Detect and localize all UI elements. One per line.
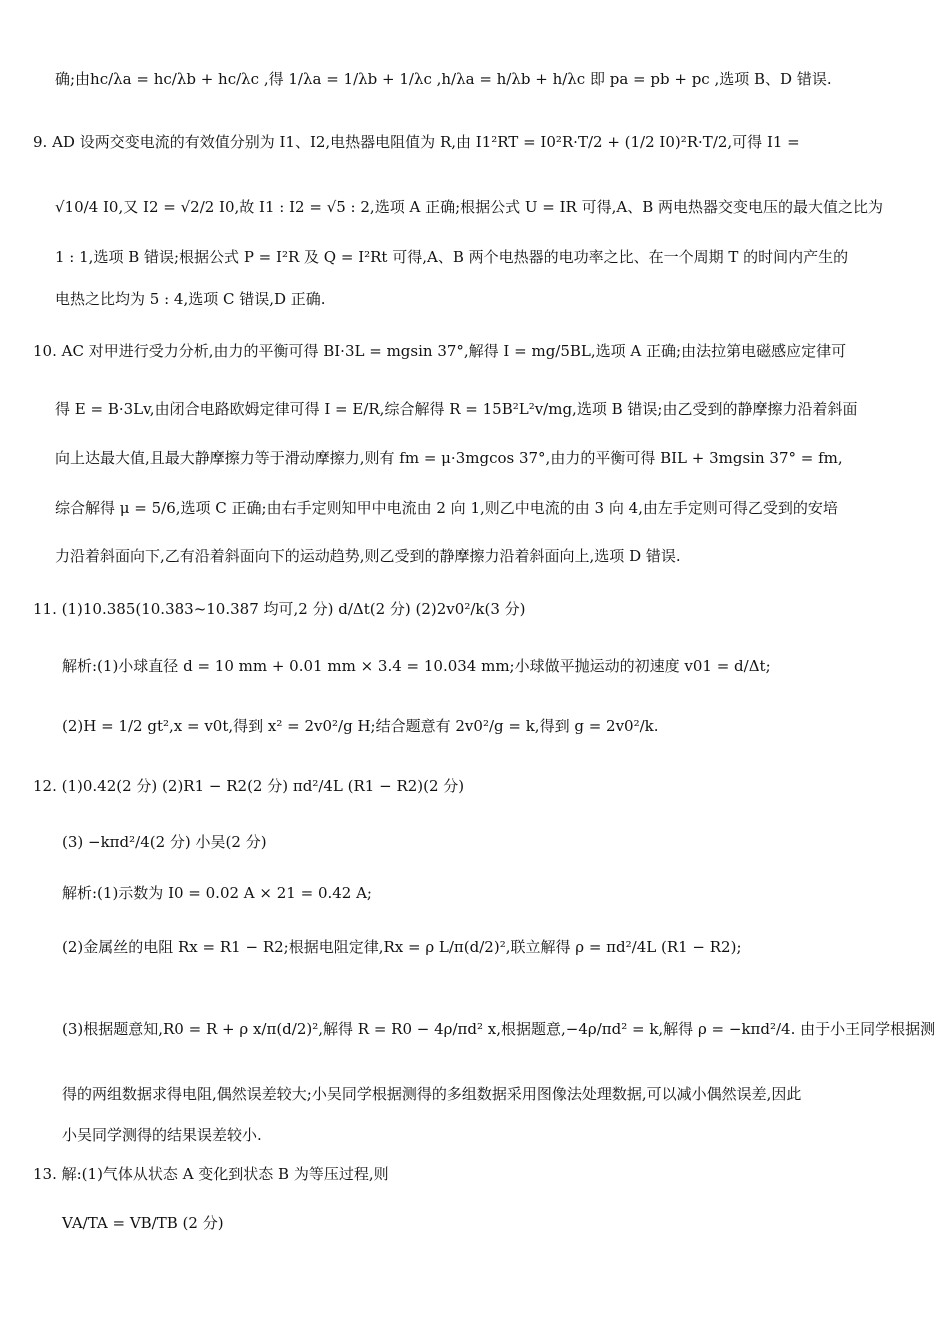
text-line-10: 力沿着斜面向下,乙有沿着斜面向下的运动趋势,则乙受到的静摩擦力沿着斜面向上,选项 D 错误. [55, 547, 681, 565]
text-line-9: 综合解得 μ = 5/6,选项 C 正确;由右手定则知甲中电流由 2 向 1,则乙中电流的由 3 向 4,由左手定则可得乙受到的安培 [55, 499, 838, 517]
text-line-8: 向上达最大值,且最大静摩擦力等于滑动摩擦力,则有 fm = μ·3mgcos 37°,由力的平衡可得 BIL + 3mgsin 37° = fm, [55, 449, 843, 467]
text-line-21: 13. 解:(1)气体从状态 A 变化到状态 B 为等压过程,则 [33, 1165, 389, 1183]
text-line-11: 11. (1)10.385(10.383~10.387 均可,2 分) d/Δt(2 分) (2)2v0²/k(3 分) [33, 600, 526, 618]
text-line-16: 解析:(1)示数为 I0 = 0.02 A × 21 = 0.42 A; [62, 884, 372, 902]
text-line-12: 解析:(1)小球直径 d = 10 mm + 0.01 mm × 3.4 = 10.034 mm;小球做平抛运动的初速度 v01 = d/Δt; [62, 657, 771, 675]
text-line-6: 10. AC 对甲进行受力分析,由力的平衡可得 BI·3L = mgsin 37°,解得 I = mg/5BL,选项 A 正确;由法拉第电磁感应定律可 [33, 342, 847, 360]
text-line-18: (3)根据题意知,R0 = R + ρ x/π(d/2)²,解得 R = R0 − 4ρ/πd² x,根据题意,−4ρ/πd² = k,解得 ρ = −kπd²/4. 由于小王同学根据测 [62, 1020, 936, 1038]
text-line-22: VA/TA = VB/TB (2 分) [62, 1214, 224, 1232]
text-line-3: √10/4 I0,又 I2 = √2/2 I0,故 I1 : I2 = √5 : 2,选项 A 正确;根据公式 U = IR 可得,A、B 两电热器交变电压的最大值之比为 [55, 198, 884, 216]
text-line-1: 确;由hc/λa = hc/λb + hc/λc ,得 1/λa = 1/λb + 1/λc ,h/λa = h/λb + h/λc 即 pa = pb + pc ,选项 B、D 错误. [55, 70, 832, 88]
text-line-4: 1 : 1,选项 B 错误;根据公式 P = I²R 及 Q = I²Rt 可得,A、B 两个电热器的电功率之比、在一个周期 T 的时间内产生的 [55, 248, 849, 266]
text-line-2: 9. AD 设两交变电流的有效值分别为 I1、I2,电热器电阻值为 R,由 I1²RT = I0²R·T/2 + (1/2 I0)²R·T/2,可得 I1 = [33, 133, 800, 151]
text-line-13: (2)H = 1/2 gt²,x = v0t,得到 x² = 2v0²/g H;结合题意有 2v0²/g = k,得到 g = 2v0²/k. [62, 717, 659, 735]
text-line-5: 电热之比均为 5 : 4,选项 C 错误,D 正确. [55, 290, 326, 308]
text-line-19: 得的两组数据求得电阻,偶然误差较大;小吴同学根据测得的多组数据采用图像法处理数据,可以减小偶然误差,因此 [62, 1085, 802, 1103]
text-line-20: 小吴同学测得的结果误差较小. [62, 1126, 262, 1144]
text-line-7: 得 E = B·3Lv,由闭合电路欧姆定律可得 I = E/R,综合解得 R = 15B²L²v/mg,选项 B 错误;由乙受到的静摩擦力沿着斜面 [55, 400, 858, 418]
text-line-15: (3) −kπd²/4(2 分) 小吴(2 分) [62, 833, 267, 851]
text-line-17: (2)金属丝的电阻 Rx = R1 − R2;根据电阻定律,Rx = ρ L/π(d/2)²,联立解得 ρ = πd²/4L (R1 − R2); [62, 938, 742, 956]
text-line-14: 12. (1)0.42(2 分) (2)R1 − R2(2 分) πd²/4L (R1 − R2)(2 分) [33, 777, 465, 795]
